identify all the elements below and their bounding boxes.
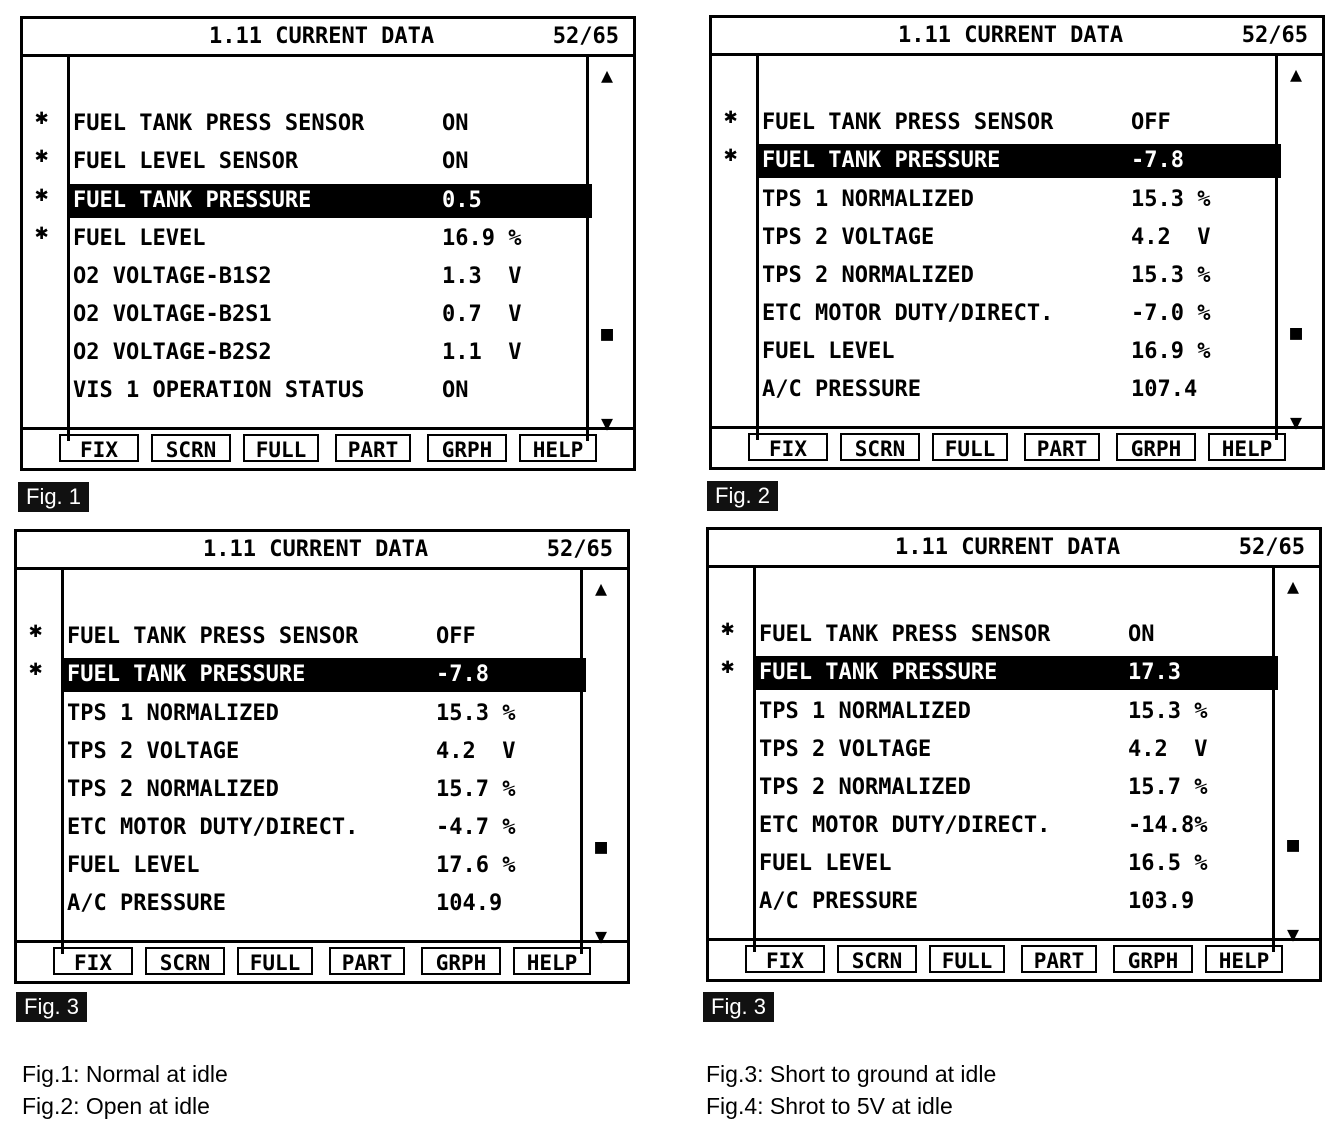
scroll-down-icon[interactable]: ▼: [595, 924, 608, 948]
data-list-area: [17, 570, 627, 954]
screen-title: 1.11 CURRENT DATA: [895, 535, 1121, 560]
parameter-value: ON: [1128, 622, 1155, 647]
parameter-row[interactable]: [756, 885, 1278, 919]
parameter-label: TPS 2 NORMALIZED: [67, 777, 279, 802]
parameter-row[interactable]: [759, 297, 1281, 331]
softkey-full-button[interactable]: FULL: [237, 947, 313, 975]
data-list-area: [23, 57, 633, 441]
figure-label: Fig. 3: [703, 992, 774, 1022]
scroll-down-icon[interactable]: ▼: [601, 411, 614, 435]
softkey-help-button[interactable]: HELP: [1208, 433, 1286, 461]
scroll-up-icon[interactable]: ▲: [1290, 62, 1303, 86]
softkey-part-button[interactable]: PART: [1024, 433, 1100, 461]
softkey-grph-button[interactable]: GRPH: [1116, 433, 1196, 461]
parameter-label: A/C PRESSURE: [762, 377, 921, 402]
fixed-star-icon: ✱: [721, 654, 735, 679]
parameter-label: FUEL TANK PRESS SENSOR: [759, 622, 1051, 647]
fixed-star-icon: ✱: [35, 220, 49, 245]
softkey-grph-button[interactable]: GRPH: [427, 434, 507, 462]
parameter-row[interactable]: [756, 847, 1278, 881]
parameter-row[interactable]: [759, 106, 1281, 140]
parameter-label: O2 VOLTAGE-B2S2: [73, 340, 272, 365]
parameter-label: FUEL TANK PRESS SENSOR: [67, 624, 359, 649]
parameter-row[interactable]: [759, 373, 1281, 407]
parameter-label: FUEL TANK PRESSURE: [762, 148, 1001, 173]
parameter-label: TPS 1 NORMALIZED: [762, 187, 974, 212]
fixed-star-icon: ✱: [721, 616, 735, 641]
parameter-row[interactable]: [64, 735, 586, 769]
page-counter: 52/65: [552, 24, 619, 49]
scroll-thumb-icon[interactable]: ■: [1287, 832, 1300, 856]
parameter-value: 4.2 V: [1128, 737, 1208, 762]
parameter-value: 15.7 %: [1128, 775, 1208, 800]
parameter-value: 15.7 %: [436, 777, 516, 802]
function-key-bar: [23, 427, 633, 468]
softkey-fix-button[interactable]: FIX: [59, 434, 139, 462]
parameter-row[interactable]: [756, 656, 1278, 690]
fixed-star-icon: ✱: [35, 143, 49, 168]
data-list-area: [712, 56, 1322, 440]
scroll-thumb-icon[interactable]: ■: [601, 321, 614, 345]
function-key-bar: [712, 426, 1322, 467]
parameter-value: -7.8: [1131, 148, 1184, 173]
parameter-row[interactable]: [756, 771, 1278, 805]
softkey-part-button[interactable]: PART: [329, 947, 405, 975]
scroll-thumb-icon[interactable]: ■: [1290, 320, 1303, 344]
parameter-list[interactable]: [759, 56, 1281, 440]
parameter-value: 17.3: [1128, 660, 1181, 685]
softkey-scrn-button[interactable]: SCRN: [837, 945, 917, 973]
softkey-fix-button[interactable]: FIX: [53, 947, 133, 975]
fixed-marker-column: [712, 56, 759, 440]
parameter-label: ETC MOTOR DUTY/DIRECT.: [759, 813, 1051, 838]
scrollbar[interactable]: [1272, 568, 1319, 952]
parameter-label: TPS 2 VOLTAGE: [67, 739, 240, 764]
parameter-row[interactable]: [64, 773, 586, 807]
parameter-label: FUEL LEVEL: [759, 851, 892, 876]
parameter-value: 16.9 %: [1131, 339, 1211, 364]
fixed-marker-column: [23, 57, 70, 441]
parameter-row[interactable]: [64, 620, 586, 654]
scroll-down-icon[interactable]: ▼: [1287, 922, 1300, 946]
function-key-bar: [17, 940, 627, 981]
scrollbar[interactable]: [580, 570, 627, 954]
parameter-value: 17.6 %: [436, 853, 516, 878]
parameter-row[interactable]: [70, 260, 592, 294]
parameter-row[interactable]: [64, 697, 586, 731]
screen-header: [709, 530, 1319, 568]
parameter-value: ON: [442, 378, 469, 403]
scroll-up-icon[interactable]: ▲: [601, 63, 614, 87]
parameter-list[interactable]: [70, 57, 592, 441]
parameter-row[interactable]: [64, 887, 586, 921]
scrollbar[interactable]: [586, 57, 633, 441]
parameter-value: -4.7 %: [436, 815, 516, 840]
page-counter: 52/65: [1238, 535, 1305, 560]
parameter-label: FUEL LEVEL SENSOR: [73, 149, 299, 174]
parameter-row[interactable]: [759, 335, 1281, 369]
data-list-area: [709, 568, 1319, 952]
parameter-row[interactable]: [70, 222, 592, 256]
fixed-star-icon: ✱: [724, 104, 738, 129]
figure-caption: Fig.1: Normal at idle: [22, 1061, 228, 1087]
parameter-value: 4.2 V: [1131, 225, 1211, 250]
fixed-marker-column: [709, 568, 756, 952]
softkey-scrn-button[interactable]: SCRN: [151, 434, 231, 462]
softkey-full-button[interactable]: FULL: [243, 434, 319, 462]
parameter-value: 104.9: [436, 891, 503, 916]
figure-label: Fig. 1: [18, 482, 89, 512]
softkey-grph-button[interactable]: GRPH: [1113, 945, 1193, 973]
parameter-label: A/C PRESSURE: [759, 889, 918, 914]
parameter-label: FUEL TANK PRESS SENSOR: [73, 111, 365, 136]
parameter-value: 15.3 %: [436, 701, 516, 726]
figure-caption: Fig.4: Shrot to 5V at idle: [706, 1093, 953, 1119]
parameter-label: A/C PRESSURE: [67, 891, 226, 916]
scroll-down-icon[interactable]: ▼: [1290, 410, 1303, 434]
scanner-screen-1: [20, 16, 636, 471]
scrollbar[interactable]: [1275, 56, 1322, 440]
softkey-part-button[interactable]: PART: [1021, 945, 1097, 973]
parameter-value: OFF: [1131, 110, 1171, 135]
fixed-marker-column: [17, 570, 64, 954]
parameter-label: VIS 1 OPERATION STATUS: [73, 378, 365, 403]
parameter-value: 15.3 %: [1131, 187, 1211, 212]
parameter-row[interactable]: [759, 259, 1281, 293]
softkey-fix-button[interactable]: FIX: [745, 945, 825, 973]
softkey-help-button[interactable]: HELP: [1205, 945, 1283, 973]
softkey-help-button[interactable]: HELP: [513, 947, 591, 975]
parameter-label: FUEL LEVEL: [73, 226, 206, 251]
parameter-row[interactable]: [70, 107, 592, 141]
parameter-label: FUEL TANK PRESS SENSOR: [762, 110, 1054, 135]
scanner-screen-2: [709, 15, 1325, 470]
fixed-star-icon: ✱: [35, 105, 49, 130]
parameter-label: ETC MOTOR DUTY/DIRECT.: [67, 815, 359, 840]
parameter-label: FUEL LEVEL: [762, 339, 895, 364]
function-key-bar: [709, 938, 1319, 979]
parameter-label: TPS 2 VOLTAGE: [762, 225, 935, 250]
parameter-row[interactable]: [64, 811, 586, 845]
parameter-value: 0.7 V: [442, 302, 522, 327]
parameter-label: O2 VOLTAGE-B2S1: [73, 302, 272, 327]
parameter-row[interactable]: [70, 145, 592, 179]
scroll-up-icon[interactable]: ▲: [595, 576, 608, 600]
parameter-value: 4.2 V: [436, 739, 516, 764]
screen-title: 1.11 CURRENT DATA: [203, 537, 429, 562]
softkey-full-button[interactable]: FULL: [929, 945, 1005, 973]
screen-header: [17, 532, 627, 570]
fixed-star-icon: ✱: [35, 182, 49, 207]
fixed-star-icon: ✱: [29, 618, 43, 643]
parameter-label: O2 VOLTAGE-B1S2: [73, 264, 272, 289]
scanner-screen-3: [14, 529, 630, 984]
parameter-value: -14.8%: [1128, 813, 1208, 838]
softkey-scrn-button[interactable]: SCRN: [145, 947, 225, 975]
parameter-label: TPS 1 NORMALIZED: [759, 699, 971, 724]
fixed-star-icon: ✱: [29, 656, 43, 681]
parameter-label: ETC MOTOR DUTY/DIRECT.: [762, 301, 1054, 326]
parameter-label: TPS 2 NORMALIZED: [759, 775, 971, 800]
fixed-star-icon: ✱: [724, 142, 738, 167]
parameter-label: FUEL TANK PRESSURE: [73, 188, 312, 213]
parameter-row[interactable]: [70, 298, 592, 332]
softkey-scrn-button[interactable]: SCRN: [840, 433, 920, 461]
parameter-value: 107.4: [1131, 377, 1198, 402]
parameter-value: 103.9: [1128, 889, 1195, 914]
parameter-row[interactable]: [756, 618, 1278, 652]
parameter-value: 0.5: [442, 188, 482, 213]
parameter-row[interactable]: [759, 221, 1281, 255]
parameter-value: -7.0 %: [1131, 301, 1211, 326]
parameter-value: ON: [442, 149, 469, 174]
parameter-label: TPS 2 NORMALIZED: [762, 263, 974, 288]
figure-label: Fig. 3: [16, 992, 87, 1022]
parameter-value: 16.5 %: [1128, 851, 1208, 876]
parameter-value: 15.3 %: [1131, 263, 1211, 288]
figure-caption: Fig.3: Short to ground at idle: [706, 1061, 997, 1087]
parameter-list[interactable]: [64, 570, 586, 954]
parameter-row[interactable]: [70, 374, 592, 408]
parameter-row[interactable]: [759, 144, 1281, 178]
parameter-row[interactable]: [70, 336, 592, 370]
parameter-value: 1.3 V: [442, 264, 522, 289]
page-counter: 52/65: [1241, 23, 1308, 48]
parameter-value: 1.1 V: [442, 340, 522, 365]
page-counter: 52/65: [546, 537, 613, 562]
parameter-row[interactable]: [756, 733, 1278, 767]
screen-title: 1.11 CURRENT DATA: [898, 23, 1124, 48]
parameter-row[interactable]: [756, 695, 1278, 729]
parameter-value: 16.9 %: [442, 226, 522, 251]
scanner-screen-4: [706, 527, 1322, 982]
screen-title: 1.11 CURRENT DATA: [209, 24, 435, 49]
screen-header: [23, 19, 633, 57]
screen-header: [712, 18, 1322, 56]
softkey-full-button[interactable]: FULL: [932, 433, 1008, 461]
parameter-label: TPS 2 VOLTAGE: [759, 737, 932, 762]
softkey-help-button[interactable]: HELP: [519, 434, 597, 462]
parameter-label: TPS 1 NORMALIZED: [67, 701, 279, 726]
figure-label: Fig. 2: [707, 481, 778, 511]
parameter-value: 15.3 %: [1128, 699, 1208, 724]
parameter-row[interactable]: [759, 183, 1281, 217]
softkey-grph-button[interactable]: GRPH: [421, 947, 501, 975]
parameter-row[interactable]: [70, 184, 592, 218]
figure-caption: Fig.2: Open at idle: [22, 1093, 210, 1119]
parameter-value: ON: [442, 111, 469, 136]
parameter-value: OFF: [436, 624, 476, 649]
parameter-value: -7.8: [436, 662, 489, 687]
parameter-list[interactable]: [756, 568, 1278, 952]
parameter-label: FUEL TANK PRESSURE: [759, 660, 998, 685]
scroll-thumb-icon[interactable]: ■: [595, 834, 608, 858]
scroll-up-icon[interactable]: ▲: [1287, 574, 1300, 598]
softkey-part-button[interactable]: PART: [335, 434, 411, 462]
parameter-label: FUEL LEVEL: [67, 853, 200, 878]
parameter-row[interactable]: [756, 809, 1278, 843]
softkey-fix-button[interactable]: FIX: [748, 433, 828, 461]
parameter-label: FUEL TANK PRESSURE: [67, 662, 306, 687]
parameter-row[interactable]: [64, 849, 586, 883]
parameter-row[interactable]: [64, 658, 586, 692]
